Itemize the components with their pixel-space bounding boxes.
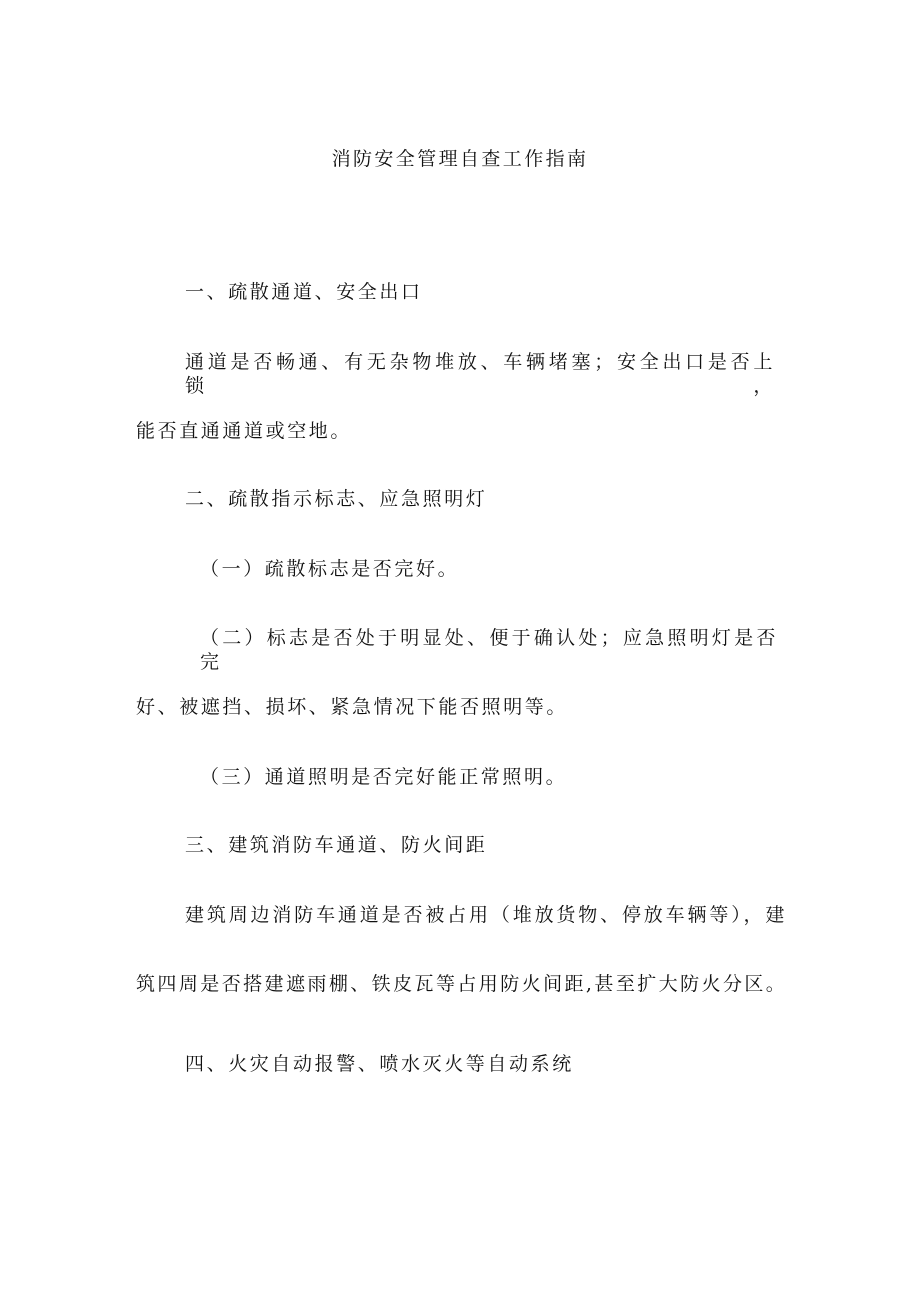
section-1-text-line-2: 能否直通通道或空地。 xyxy=(136,420,353,442)
document-title: 消防安全管理自查工作指南 xyxy=(331,148,589,170)
section-2-item-2-line-1: （二）标志是否处于明显处、便于确认处；应急照明灯是否完 xyxy=(200,627,778,673)
section-1-text-line-1: 通道是否畅通、有无杂物堆放、车辆堵塞；安全出口是否上锁， xyxy=(185,351,775,397)
section-1-heading: 一、疏散通道、安全出口 xyxy=(185,281,423,303)
section-3-heading: 三、建筑消防车通道、防火间距 xyxy=(185,834,488,856)
section-4-heading: 四、火灾自动报警、喷水灭火等自动系统 xyxy=(185,1053,574,1075)
section-3-text-line-1: 建筑周边消防车通道是否被占用（堆放货物、停放车辆等），建 xyxy=(185,904,787,926)
section-3-text-line-2: 筑四周是否搭建遮雨棚、铁皮瓦等占用防火间距,甚至扩大防火分区。 xyxy=(136,973,786,995)
section-2-item-2-line-2: 好、被遮挡、损坏、紧急情况下能否照明等。 xyxy=(136,696,569,718)
section-2-item-1: （一）疏散标志是否完好。 xyxy=(200,558,460,580)
section-2-item-3: （三）通道照明是否完好能正常照明。 xyxy=(200,766,568,788)
section-2-heading: 二、疏散指示标志、应急照明灯 xyxy=(185,488,488,510)
